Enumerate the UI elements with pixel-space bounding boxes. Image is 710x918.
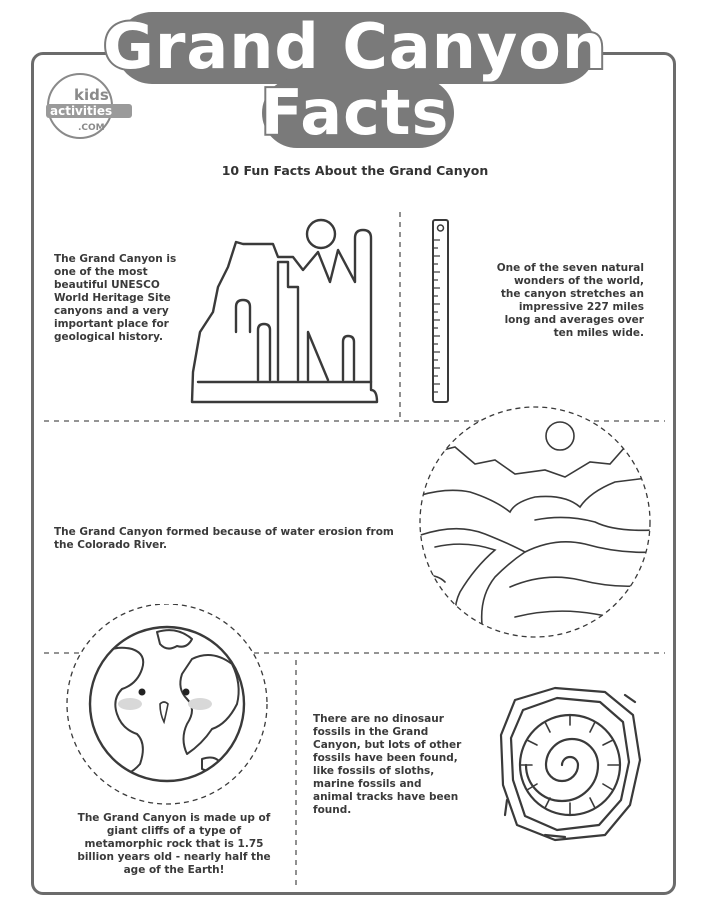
ruler-icon	[428, 218, 454, 406]
sun-icon	[307, 220, 335, 248]
canyon-illustration	[188, 212, 383, 407]
page-title-line2: Facts	[260, 76, 450, 149]
earth-illustration	[62, 604, 272, 814]
logo-text-activities: activities	[50, 104, 113, 118]
logo-text-com: .COM	[78, 123, 105, 133]
fact-unesco: The Grand Canyon is one of the most beautiful UNESCO World Heritage Site canyons and a very important place for geological history.	[54, 253, 177, 343]
logo-text-kids: kids	[74, 86, 109, 104]
page-title-line1: Grand Canyon	[102, 10, 608, 83]
river-canyon-illustration	[415, 402, 655, 642]
page-subtitle: 10 Fun Facts About the Grand Canyon	[221, 163, 489, 178]
ammonite-fossil-illustration	[495, 680, 645, 845]
fact-erosion: The Grand Canyon formed because of water erosion from the Colorado River.	[54, 526, 394, 551]
fact-rock: The Grand Canyon is made up of giant cliffs of a type of metamorphic rock that is 1.75 billion years old - nearly half the age of the Earth!	[77, 812, 271, 876]
fact-fossils: There are no dinosaur fossils in the Grand Canyon, but lots of other fossils have been found, like fossils of sloths, marine fossils and animal tracks have been found.	[313, 713, 462, 816]
fact-wonders: One of the seven natural wonders of the world, the canyon stretches an impressive 227 miles long and averages over ten miles wide.	[496, 262, 644, 339]
